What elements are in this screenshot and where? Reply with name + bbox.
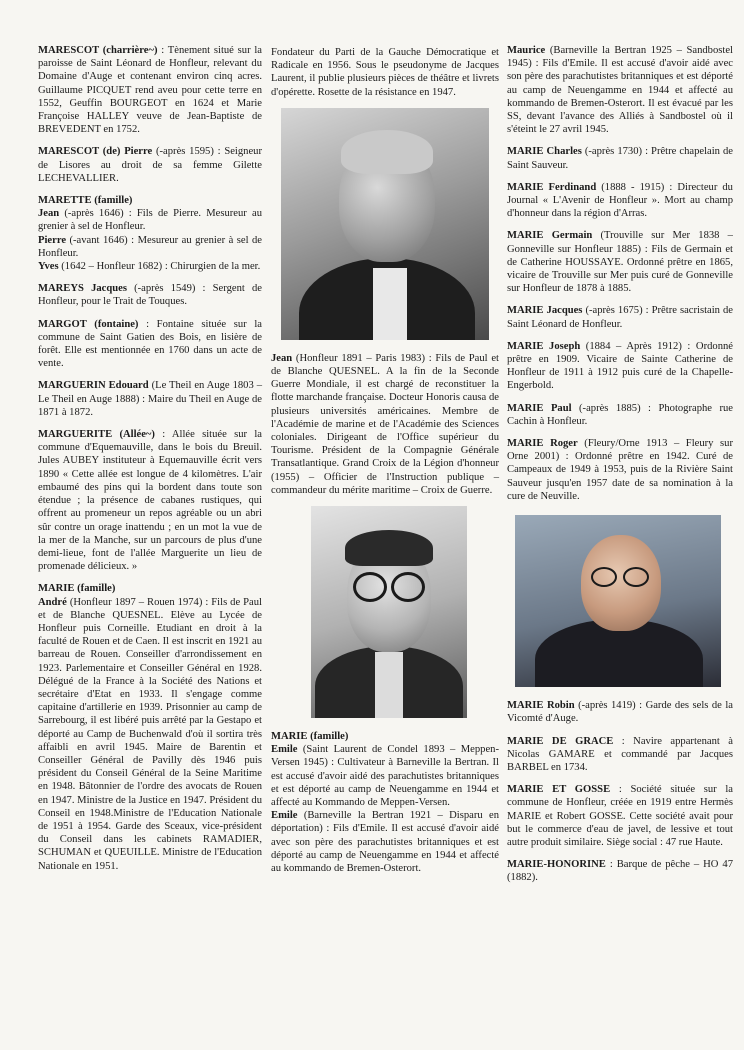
person-name: Jean: [38, 208, 60, 220]
entry-marguerite: [38, 428, 262, 573]
entry-heading: MARIE-HONORINE: [507, 859, 606, 871]
entry-heading: MAREYS Jacques: [38, 283, 127, 295]
entry-text: (Saint Laurent de Condel 1893 – Meppen-Versen 1945) : Cultivateur à Barneville la Bertran. Il est accusé d'avoir aidé des parachutistes britanniques et est déporté au camp de Neuengamme en 1944 et affecté au Kommando de Meppen-Versen.: [271, 744, 499, 809]
entry-text: : Allée située sur la commune d'Equemauville, dans le bois du Breuil. Jules AUBEY instituteur à Equemauville écrit vers 1890 « Cette allée est longue de 4 kilomètres. L'air embaumé des pins qui la bordent dans toute son étendue ; la présence de cabanes rustiques, qui offrent au promeneur un repos agréable ou un abri sûr contre un orage inattendu ; en un mot la vue de la mer de la Manche, sur un parcours de plus d'une demi-lieue, font de l'allée Marguerite un lieu de promenade délicieux. »: [38, 429, 262, 573]
person-name: Emile: [271, 810, 298, 822]
entry-text: (Barneville la Bertran 1925 – Sandbostel 1945) : Fils d'Emile. Il est accusé d'avoir aidé avec son père des parachutistes britanniques et est déporté au camp de Neuengamme en 1944 et affecté au kommando de Bremen-Osterort. Il est évacué par les SS, devant l'avance des Alliés à Sandbostel où il s'éteint le 27 avril 1945.: [507, 45, 733, 136]
entry-text: : Navire appartenant à Nicolas GAMARE et commandé par Jacques BARBEL en 1734.: [507, 735, 733, 773]
entry-text: (-après 1646) : Fils de Pierre. Mesureur au grenier à sel de Honfleur.: [38, 208, 262, 233]
entry-text: : Fontaine située sur la commune de Saint Gatien des Bois, en lisière de forêt. Elle est mentionnée en 1760 dans un acte de vente.: [38, 318, 262, 370]
entry-marie-jacques: [507, 304, 733, 330]
entry-text: (Barneville la Bertran 1921 – Disparu en déportation) : Fils d'Emile. Il est accusé d'avoir aidé avec son père des parachutistes britanniques et est déporté au camp de Neuengamme en 1944 et affecté au kommando de Bremen-Osterort.: [271, 810, 499, 875]
entry-heading: MARIE Joseph: [507, 340, 581, 352]
portrait-photo-roger: [515, 515, 721, 687]
entry-text: (-après 1675) : Prêtre sacristain de Saint Léonard de Honfleur.: [507, 305, 733, 330]
entry-text: (-après 1419) : Garde des sels de la Vicomté d'Auge.: [507, 700, 733, 725]
entry-text: (Honfleur 1891 – Paris 1983) : Fils de Paul et de Blanche QUESNEL. A la fin de la Seconde Guerre Mondiale, il est chargé de reconstituer la flotte marchande française. Docteur Honoris causa de plusieurs universités américaines. Membre de l'Académie de marine et de l'Académie des Sciences coloniales. Dirigeant de l'Office supérieur du Tourisme. Président de la Compagnie Générale Transatlantique. Grand Croix de la Légion d'honneur (1955) – Officier de l'Instruction publique – commandeur du mérite maritime – Croix de Guerre.: [271, 352, 499, 496]
entry-heading: MARIE ET GOSSE: [507, 784, 611, 796]
entry-text: : Barque de pêche – HO 47 (1882).: [507, 859, 733, 884]
entry-heading: MARIE Roger: [507, 438, 578, 450]
entry-marie-germain: [507, 229, 733, 295]
column-3: [507, 44, 733, 894]
entry-text: (Trouville sur Mer 1838 – Gonneville sur Honfleur 1885) : Fils de Germain et de Catherine HOUSSAYE. Ordonné prêtre en 1865, vicaire de Trouville sur Mer puis curé de Gonneville sur Honfleur de 1878 à 1885.: [507, 230, 733, 295]
entry-text: (-après 1730) : Prêtre chapelain de Saint Sauveur.: [507, 146, 733, 171]
entry-text: (-après 1549) : Sergent de Honfleur, pour le Trait de Touques.: [38, 283, 262, 308]
entry-marescot-pierre: [38, 145, 262, 185]
entry-text: (Le Theil en Auge 1803 – Le Theil en Auge 1888) : Maire du Theil en Auge de 1871 à 1872.: [38, 380, 262, 418]
entry-marie-de-grace: [507, 735, 733, 775]
entry-heading: MARGUERITE (Allée~): [38, 429, 155, 441]
entry-marie-robin: [507, 699, 733, 725]
column-2: [271, 46, 499, 875]
entry-heading: MARIE Charles: [507, 146, 582, 158]
entry-marie-et-gosse: [507, 783, 733, 849]
entry-heading: MARIE Paul: [507, 402, 572, 414]
entry-continuation: [271, 46, 499, 99]
entry-heading: MARIE Jacques: [507, 305, 583, 317]
entry-text: (Fleury/Orne 1913 – Fleury sur Orne 2001) : Ordonné prêtre en 1942. Curé de Campeaux de 1949 à 1953, puis de la Rivière Saint Sauveur jusqu'en 1957 date de sa nomination à la cure de Neuville.: [507, 438, 733, 502]
entry-heading: MARIE Robin: [507, 700, 575, 712]
person-name: Pierre: [38, 234, 67, 246]
entry-heading: MARETTE (famille): [38, 195, 133, 207]
person-name: Jean: [271, 352, 293, 364]
entry-marie-ferdinand: [507, 181, 733, 221]
entry-text: : Société située sur la commune de Honfleur, créée en 1919 entre Hermès MARIE et Robert GOSSE. Cette société avait pour but le commerce d'eau de javel, de lessive et tout autre produit similaire. Siège social : 47 rue Haute.: [507, 784, 733, 848]
entry-maurice: [507, 44, 733, 136]
entry-marie-honorine: [507, 858, 733, 884]
entry-marie-charles: [507, 145, 733, 171]
entry-text: : Tènement situé sur la paroisse de Saint Léonard de Honfleur, relevant du Domaine d'Auge et contenant environ cinq acres. Guillaume PICQUET rend aveu pour cette terre en 1552, Geuffin BOURGEOT en 1624 et Marie Françoise HALLEY veuve de Jean-Baptiste de BREVEDENT en 1752.: [38, 45, 262, 136]
entry-text: (Honfleur 1897 – Rouen 1974) : Fils de Paul et de Blanche QUESNEL. Elève au Lycée de Honfleur puis Corneille. Etudiant en droit à la faculté de Rouen et de Caen. Il est inscrit en 1921 au barreau de Rouen. Conseiller d'arrondissement en 1923. Parlementaire et Conseiller Général en 1928. Délégué de la France à la Société des Nations et secrétaire d'Etat en 1933. Il s'engage comme capitaine d'artillerie en 1939. Prisonnier au camp de Sarrebourg, il est libéré puis arrêté par la Gestapo et déporté au Camp de Buchenwald d'où il sortira très affaibli en avril 1945. Maire de Barentin et Conseiller Général de Pavilly dès 1946 puis président du Conseil Général de la Seine Maritime en 1948. Bâtonnier de l'ordre des avocats de Rouen en 1947. Ministre de la Justice en 1947. Président du Conseil en 1948.Ministre de l'Education Nationale de 1951 à 1954. Garde des Sceaux, vice-président du Conseil dans les cabinets RAMADIER, SCHUMAN et QUEUILLE. Ministre de l'Education Nationale en 1951.: [38, 596, 262, 872]
person-name: Yves: [38, 261, 59, 273]
entry-margot: [38, 318, 262, 371]
entry-heading: MARIE (famille): [38, 583, 116, 595]
portrait-photo-jean: [281, 108, 489, 340]
entry-heading: MARIE Ferdinand: [507, 181, 597, 193]
entry-text: (-après 1595) : Seigneur de Lisores au droit de sa femme Gilette LECHEVALLIER.: [38, 146, 262, 184]
entry-text: (1642 – Honfleur 1682) : Chirurgien de la mer.: [58, 261, 261, 273]
entry-text: (-avant 1646) : Mesureur au grenier à sel de Honfleur.: [38, 234, 262, 259]
entry-heading: MARGUERIN Edouard: [38, 380, 149, 392]
entry-marie-paul: [507, 402, 733, 428]
entry-marie-famille: [38, 582, 262, 872]
person-name: Maurice: [507, 45, 546, 56]
entry-marette-famille: [38, 194, 262, 273]
person-name: Emile: [271, 744, 298, 756]
entry-marie-famille-2: [271, 730, 499, 875]
portrait-photo-andre: [311, 506, 467, 718]
person-name: André: [38, 596, 67, 608]
entry-heading: MARESCOT (de) Pierre: [38, 146, 153, 158]
entry-text: (-après 1885) : Photographe rue Cachin à Honfleur.: [507, 402, 733, 427]
entry-marescot-charriere: [38, 44, 262, 136]
entry-heading: MARESCOT (charrière~): [38, 45, 158, 56]
entry-heading: MARGOT (fontaine): [38, 318, 139, 330]
entry-jean: [271, 352, 499, 497]
entry-text: Fondateur du Parti de la Gauche Démocratique et Radicale en 1956. Sous le pseudonyme de Jacques Laurent, il publie plusieurs pièces de théâtre et livrets d'opérette. Rosette de la résistance en 1947.: [271, 47, 499, 98]
entry-marie-roger: [507, 437, 733, 503]
entry-heading: MARIE DE GRACE: [507, 735, 614, 747]
entry-marie-joseph: [507, 340, 733, 393]
entry-text: (1888 - 1915) : Directeur du Journal « L'Avenir de Honfleur ». Mort au champ d'honneur dans la région d'Arras.: [507, 181, 733, 220]
entry-heading: MARIE Germain: [507, 230, 593, 242]
entry-mareys: [38, 282, 262, 308]
column-1: [38, 44, 262, 873]
entry-heading: MARIE (famille): [271, 731, 349, 743]
entry-marguerin: [38, 379, 262, 419]
entry-text: (1884 – Après 1912) : Ordonné prêtre en 1909. Vicaire de Sainte Catherine de Honfleur de 1911 à 1912 puis curé de la Chapelle-Engerbold.: [507, 340, 733, 392]
